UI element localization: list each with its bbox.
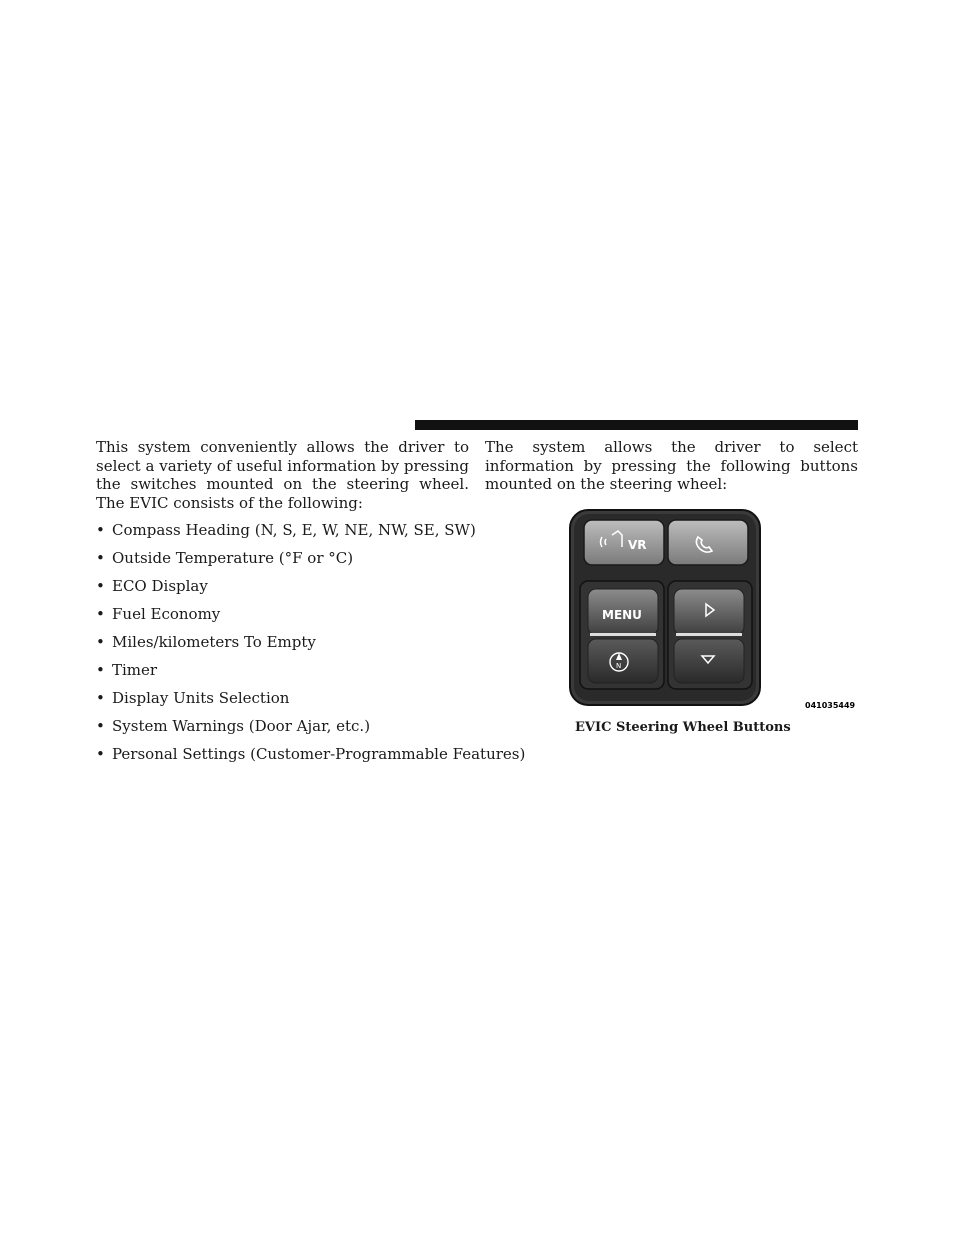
intro-paragraph: This system conveniently allows the driver to select a variety of useful information by pressing the switches mounted on the steering wheel. The EVIC consists of the following: <box>96 438 469 512</box>
compass-letter: N <box>616 662 622 670</box>
figure-code: 041035449 <box>805 701 856 710</box>
menu-label: MENU <box>602 608 642 622</box>
right-intro-paragraph: The system allows the driver to select information by pressing the following buttons mounted on the steering wheel: <box>485 438 858 493</box>
list-item: • Display Units Selection <box>96 689 290 707</box>
arrow-buttons <box>668 581 752 689</box>
voice-recognition-button <box>584 520 664 565</box>
right-column <box>485 438 858 494</box>
list-item: • Personal Settings (Customer-Programmable Features) <box>96 745 526 763</box>
phone-button <box>668 520 748 565</box>
arrow-divider <box>676 633 742 636</box>
list-item: • Compass Heading (N, S, E, W, NE, NW, SE, SW) <box>96 521 476 539</box>
list-item: • Fuel Economy <box>96 605 221 623</box>
header-rule <box>415 420 858 430</box>
figure-caption: EVIC Steering Wheel Buttons <box>575 720 791 735</box>
evic-buttons-figure <box>540 505 860 715</box>
list-item: • Timer <box>96 661 158 679</box>
menu-button <box>580 581 664 689</box>
left-column <box>96 438 526 773</box>
feature-list <box>96 521 526 773</box>
menu-divider <box>590 633 656 636</box>
vr-label: VR <box>628 538 647 552</box>
list-item: • System Warnings (Door Ajar, etc.) <box>96 717 371 735</box>
list-item: • ECO Display <box>96 577 208 595</box>
list-item: • Miles/kilometers To Empty <box>96 633 316 651</box>
list-item: • Outside Temperature (°F or °C) <box>96 549 354 567</box>
